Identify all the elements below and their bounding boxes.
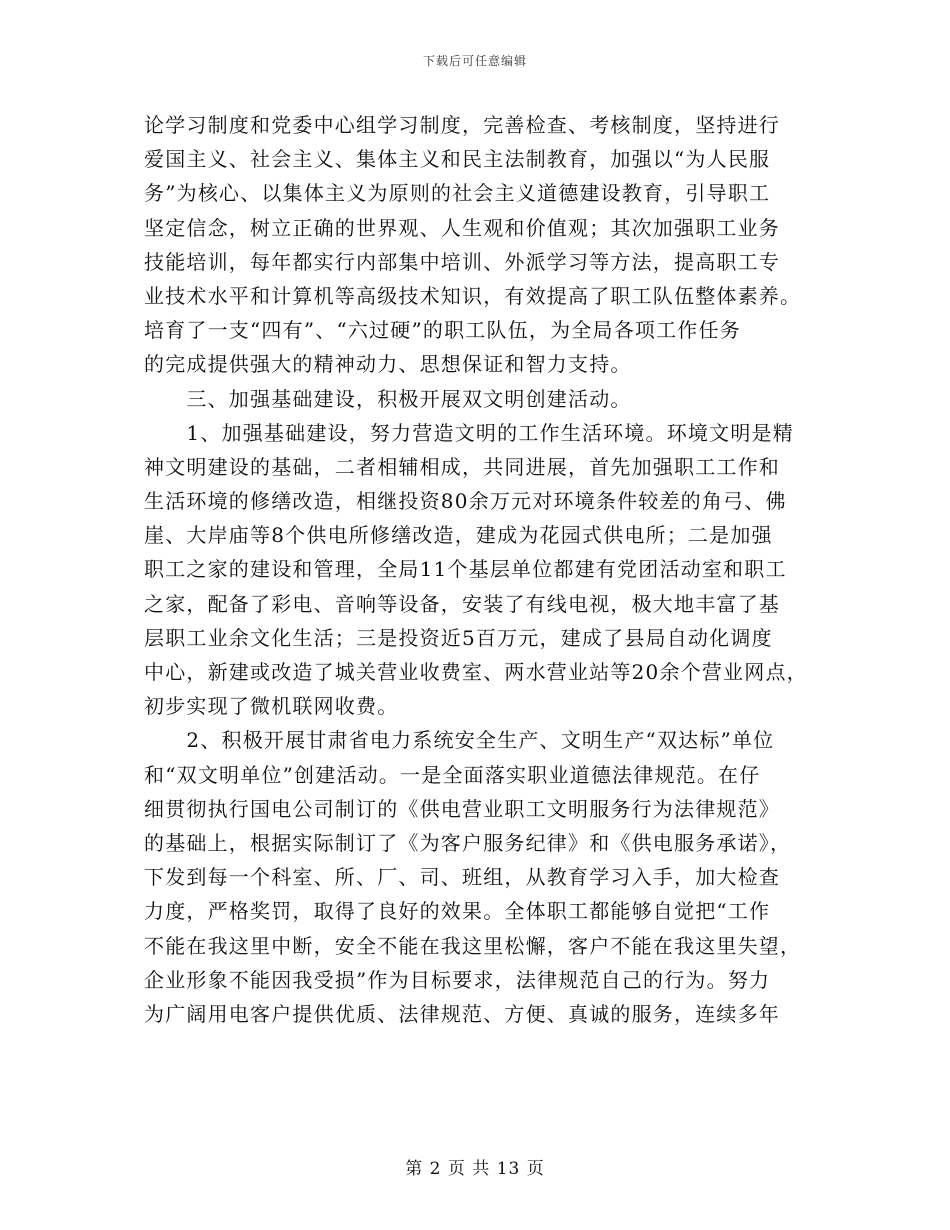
text-line: 力度，严格奖罚，取得了良好的效果。全体职工都能够自觉把“工作 [144, 899, 771, 924]
text-line: 生活环境的修缮改造，相继投资80余万元对环境条件较差的角弓、佛 [144, 489, 787, 514]
text-line: 培育了一支“四有”、“六过硬”的职工队伍，为全局各项工作任务 [144, 318, 741, 343]
page-footer: 第 2 页 共 13 页 [405, 1159, 545, 1179]
text-line: 之家，配备了彩电、音响等设备，安装了有线电视，极大地丰富了基 [144, 591, 780, 616]
text-line: 中心，新建或改造了城关营业收费室、两水营业站等20余个营业网点， [144, 660, 808, 684]
page-header: 下载后可任意编辑 [422, 54, 527, 68]
text-line: 的基础上，根据实际制订了《为客户服务纪律》和《供电服务承诺》， [144, 830, 792, 855]
text-line: 技能培训，每年都实行内部集中培训、外派学习等方法，提高职工专 [144, 249, 780, 274]
text-line: 神文明建设的基础，二者相辅相成，共同进展，首先加强职工工作和 [144, 454, 780, 479]
text-line: 初步实现了微机联网收费。 [144, 694, 399, 719]
text-line: 和“双文明单位”创建活动。一是全面落实职业道德法律规范。在仔 [144, 762, 761, 787]
text-line: 业技术水平和计算机等高级技术知识，有效提高了职工队伍整体素养。 [144, 283, 802, 308]
document-body [144, 108, 812, 1031]
text-line: 不能在我这里中断，安全不能在我这里松懈，客户不能在我这里失望， [144, 933, 802, 958]
text-line: 层职工业余文化生活；三是投资近5百万元，建成了县局自动化调度 [144, 625, 773, 650]
text-line: 论学习制度和党委中心组学习制度，完善检查、考核制度，坚持进行 [144, 113, 780, 137]
text-line: 1、加强基础建设，努力营造文明的工作生活环境。环境文明是精 [144, 420, 794, 445]
section-heading: 三、加强基础建设，积极开展双文明创建活动。 [144, 386, 632, 411]
text-line: 下发到每一个科室、所、厂、司、班组，从教育学习入手，加大检查 [144, 865, 780, 890]
text-line: 企业形象不能因我受损”作为目标要求，法律规范自己的行为。努力 [144, 967, 771, 992]
text-line: 2、积极开展甘肃省电力系统安全生产、文明生产“双达标”单位 [144, 728, 775, 753]
text-line: 爱国主义、社会主义、集体主义和民主法制教育，加强以“为人民服 [144, 147, 771, 172]
text-line: 细贯彻执行国电公司制订的《供电营业职工文明服务行为法律规范》 [144, 796, 780, 821]
text-line: 的完成提供强大的精神动力、思想保证和智力支持。 [144, 352, 632, 377]
text-line: 崖、大岸庙等8个供电所修缮改造，建成为花园式供电所；二是加强 [144, 523, 773, 548]
text-line: 坚定信念，树立正确的世界观、人生观和价值观；其次加强职工业务 [144, 215, 780, 240]
text-line: 为广阔用电客户提供优质、法律规范、方便、真诚的服务，连续多年 [144, 1001, 780, 1026]
text-line: 职工之家的建设和管理，全局11个基层单位都建有党团活动室和职工 [144, 557, 787, 582]
text-line: 务”为核心、以集体主义为原则的社会主义道德建设教育，引导职工 [144, 181, 771, 206]
